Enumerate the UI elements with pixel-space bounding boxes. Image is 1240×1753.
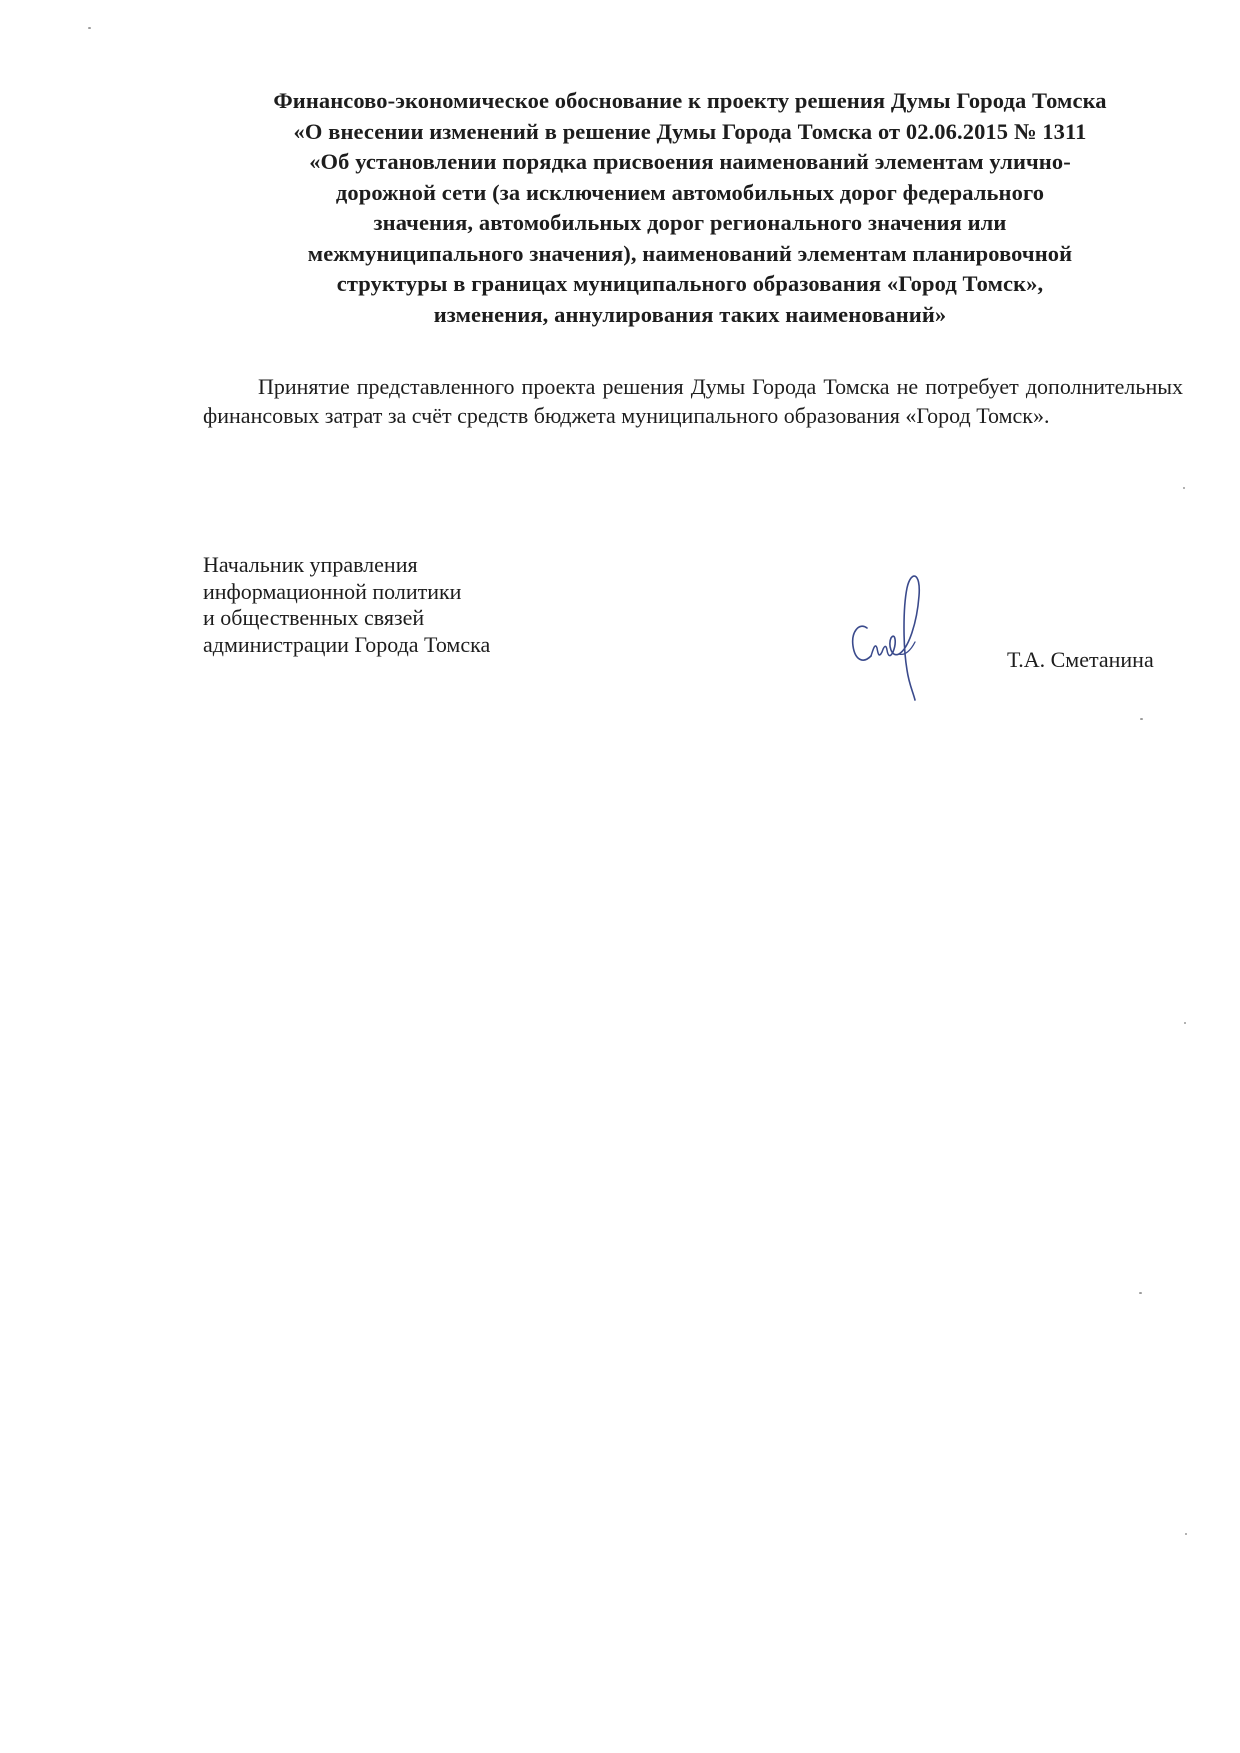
title-line-7: структуры в границах муниципального образования «Город Томск», bbox=[336, 271, 1044, 296]
handwritten-signature-icon bbox=[845, 566, 935, 706]
document-title bbox=[220, 86, 1160, 330]
title-line-6: межмуниципального значения), наименований элементам планировочной bbox=[307, 240, 1073, 266]
title-line-2: «О внесении изменений в решение Думы Города Томска от 02.06.2015 № 1311 bbox=[293, 118, 1087, 144]
title-line-3: «Об установлении порядка присвоения наименований элементам улично- bbox=[309, 149, 1071, 174]
scan-speck bbox=[1183, 487, 1185, 489]
signer-name: Т.А. Сметанина bbox=[1007, 647, 1154, 672]
scan-speck bbox=[1185, 1533, 1187, 1535]
scan-speck bbox=[1139, 1292, 1142, 1294]
title-line-4: дорожной сети (за исключением автомобильных дорог федерального bbox=[335, 179, 1045, 205]
scan-speck bbox=[1140, 718, 1143, 720]
scan-speck bbox=[1184, 1022, 1186, 1024]
signatory-line-4: администрации Города Томска bbox=[203, 631, 491, 657]
title-line-8: изменения, аннулирования таких наименований» bbox=[433, 301, 947, 327]
scan-speck bbox=[88, 27, 91, 29]
signatory-line-3: и общественных связей bbox=[203, 605, 425, 630]
signatory-position bbox=[203, 552, 490, 658]
title-line-5: значения, автомобильных дорог регионального значения или bbox=[373, 210, 1007, 235]
signatory-line-1: Начальник управления bbox=[203, 552, 418, 577]
signatory-line-2: информационной политики bbox=[203, 578, 462, 604]
body-paragraph: Принятие представленного проекта решения Думы Города Томска не потребует дополнительных финансовых затрат за счёт средств бюджета муниципального образования «Город Томск». bbox=[203, 374, 1183, 428]
title-line-1: Финансово-экономическое обоснование к проекту решения Думы Города Томска bbox=[273, 88, 1107, 113]
